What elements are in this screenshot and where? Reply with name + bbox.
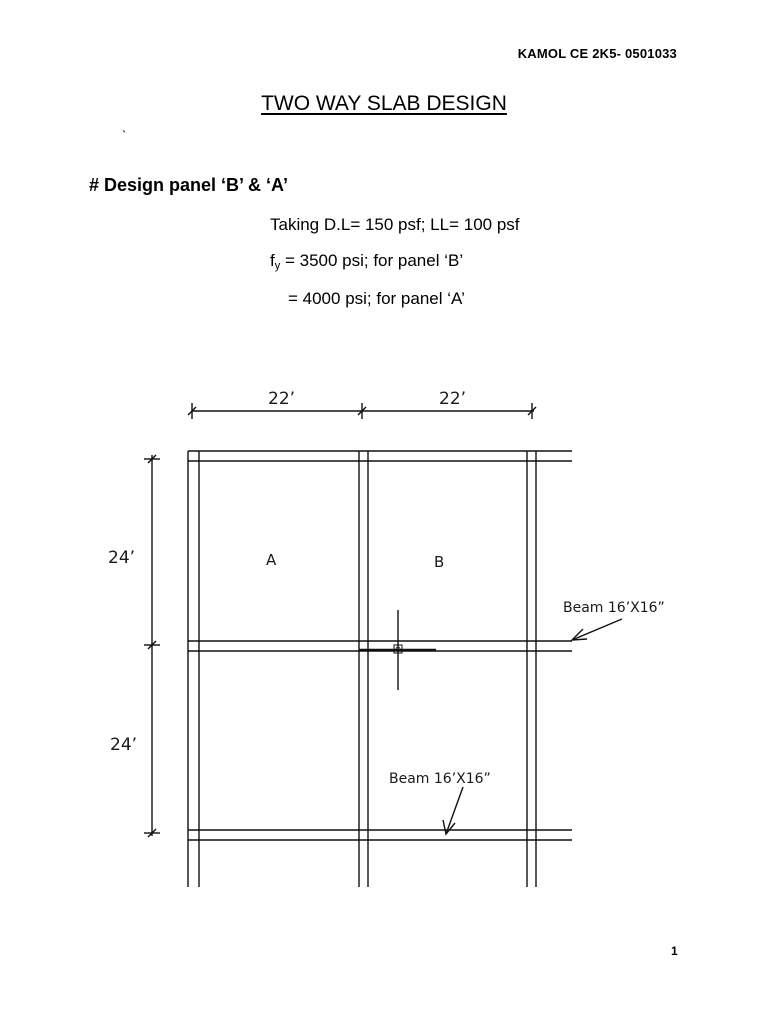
document-author-id: KAMOL CE 2K5- 0501033: [517, 46, 677, 61]
fy-subscript: y: [274, 260, 281, 272]
leader-line-right: [572, 619, 622, 640]
beam-label-right: Beam 16’X16”: [563, 600, 665, 616]
stray-mark: `: [122, 128, 127, 143]
beam-label-lower: Beam 16’X16”: [389, 771, 491, 787]
dimension-label-top-left: 22’: [268, 389, 296, 409]
section-heading: # Design panel ‘B’ & ‘A’: [89, 175, 289, 195]
fy-panel-a-line: = 4000 psi; for panel ‘A’: [288, 289, 465, 308]
loads-line: Taking D.L= 150 psf; LL= 100 psf: [270, 215, 520, 234]
dimension-label-top-right: 22’: [439, 389, 467, 409]
dimension-label-left-upper: 24’: [108, 548, 136, 568]
fy-panel-b-value: = 3500 psi; for panel ‘B’: [280, 251, 464, 270]
fy-symbol: f: [270, 251, 275, 270]
document-title: TWO WAY SLAB DESIGN: [261, 92, 507, 115]
dimension-label-left-lower: 24’: [110, 735, 138, 755]
panel-b-label: B: [434, 553, 445, 571]
page-number: 1: [671, 944, 678, 958]
leader-line-lower: [446, 787, 463, 834]
panel-a-label: A: [266, 551, 277, 569]
